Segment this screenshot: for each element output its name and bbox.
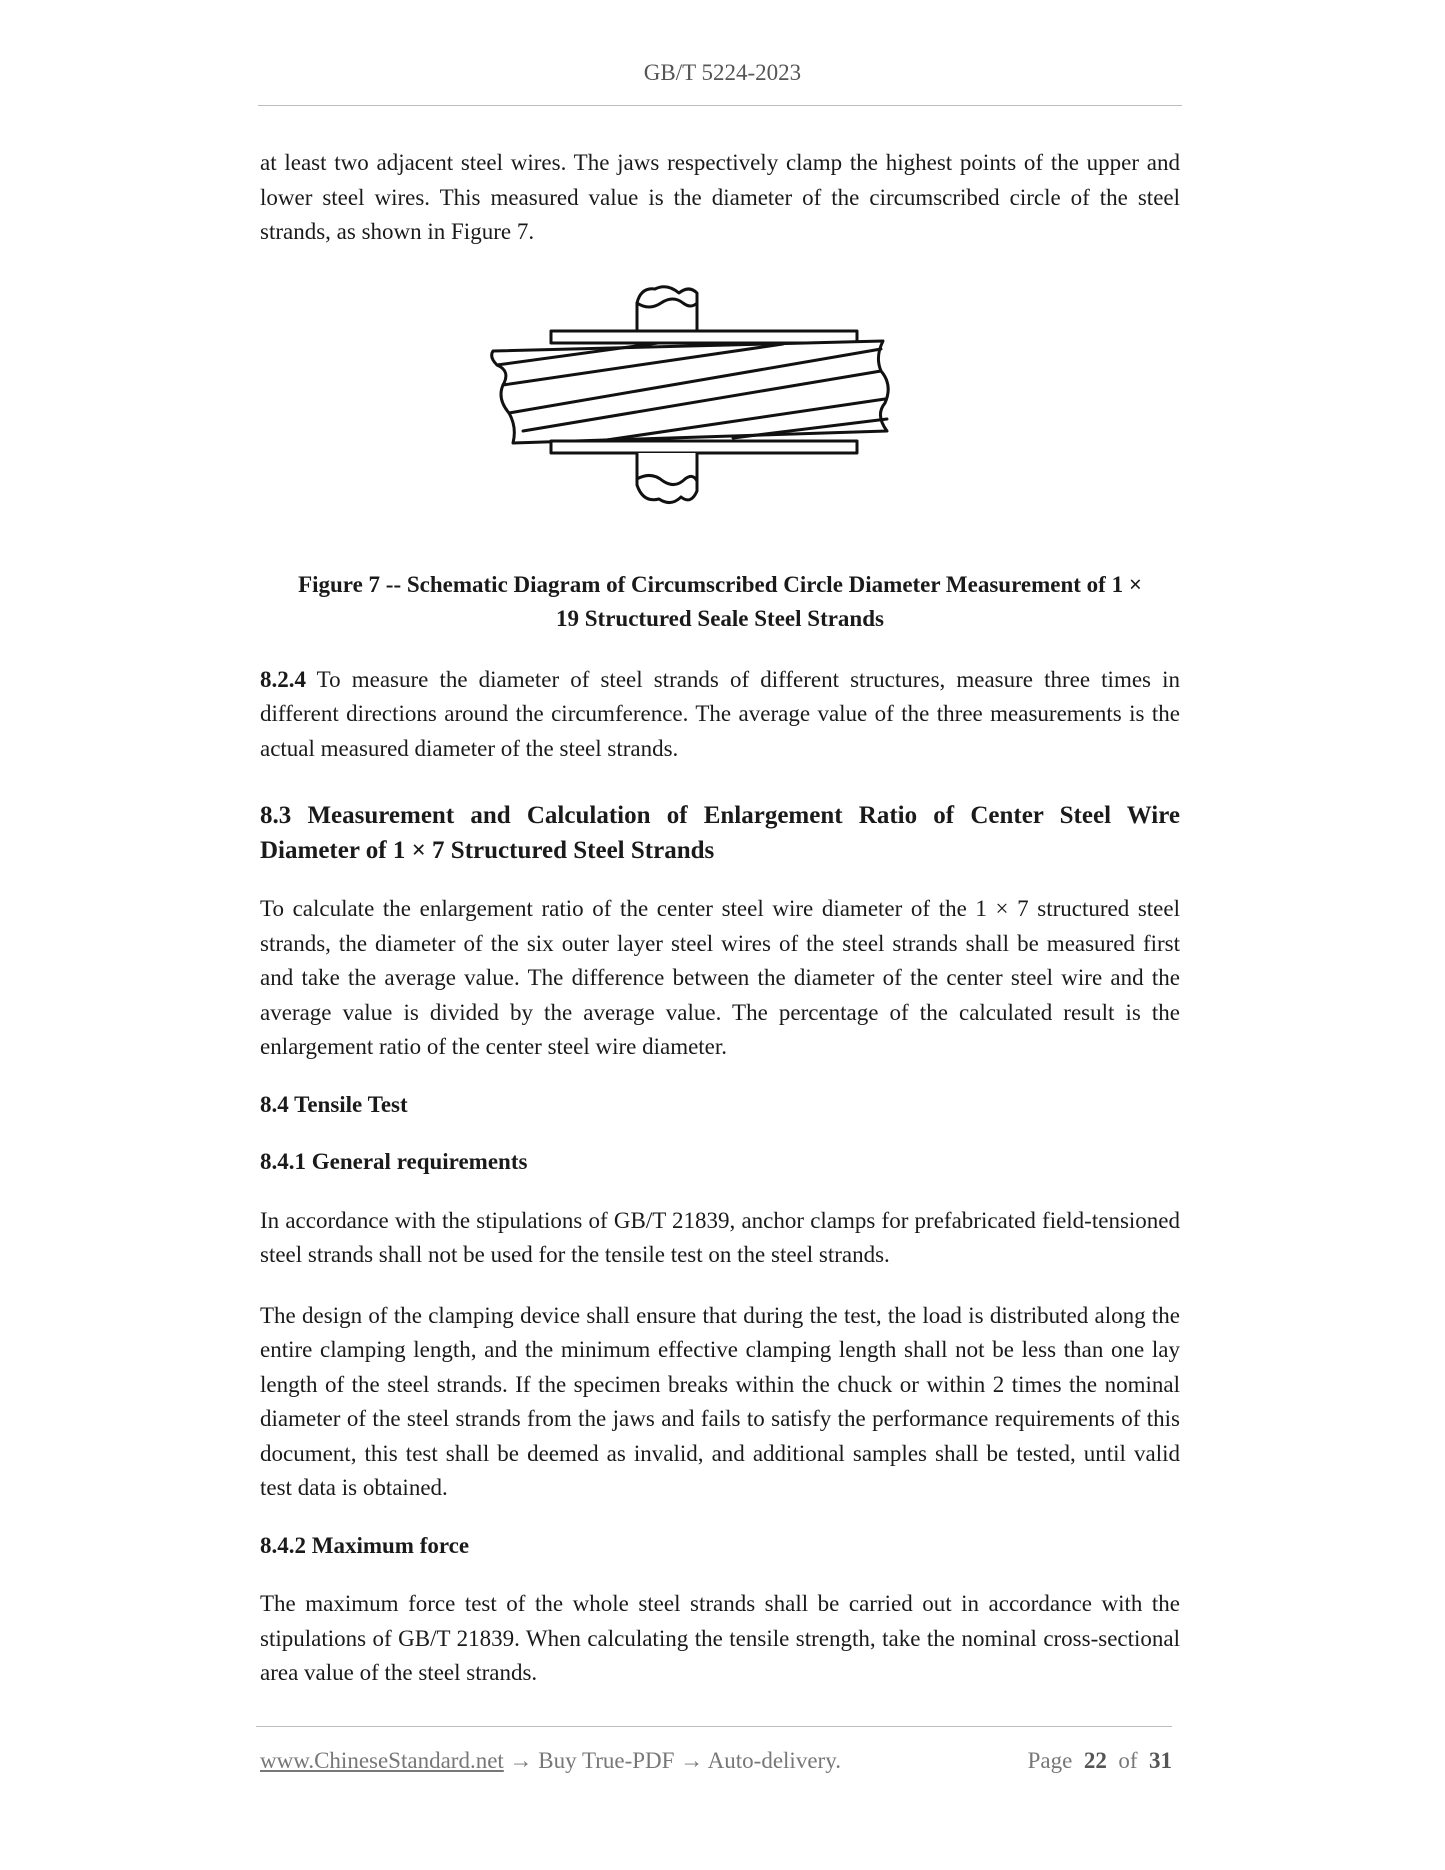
intro-paragraph: at least two adjacent steel wires. The jaws respectively clamp the highest points of the upper and lower steel wires. This measured value is the diameter of the circumscribed circle of the steel strands, as shown in Figure 7. [260, 150, 1180, 244]
figure-7 [260, 281, 1180, 535]
lower-jaw-plate [551, 441, 857, 453]
footer-delivery-text: Auto-delivery. [707, 1748, 841, 1773]
section-8-3-heading: 8.3 Measurement and Calculation of Enlargement Ratio of Center Steel Wire Diameter of 1 × 7 Structured Steel Strands [260, 802, 1180, 864]
footer-divider [256, 1726, 1172, 1727]
footer-arrow-icon: → [503, 1748, 539, 1773]
footer-buy-text: Buy True-PDF [538, 1748, 675, 1773]
section-8-4-heading: 8.4 Tensile Test [260, 1091, 408, 1117]
section-8-2-4-text: To measure the diameter of steel strands of different structures, measure three times in different directions around the circumference. The average value of the three measurements is the actual measured diameter of the steel strands. [260, 666, 1180, 761]
section-8-4-1-heading: 8.4.1 General requirements [260, 1149, 528, 1174]
header-divider [258, 105, 1182, 106]
strand-measurement-diagram [483, 281, 963, 535]
upper-jaw-stem [637, 286, 697, 330]
figure-caption-line-2: 19 Structured Seale Steel Strands [556, 606, 884, 631]
section-8-4-1-paragraph-2: The design of the clamping device shall ensure that during the test, the load is distributed along the entire clamping length, and the minimum effective clamping length shall not be less than one lay length of the steel strands. If the specimen breaks within the chuck or within 2 times the nominal diameter of the steel strands from the jaws and fails to satisfy the performance requirements of this document, this test shall be deemed as invalid, and additional samples shall be tested, until valid test data is obtained. [260, 1302, 1180, 1500]
section-8-4-2-heading: 8.4.2 Maximum force [260, 1532, 470, 1558]
section-8-4-2-paragraph-1: The maximum force test of the whole steel strands shall be carried out in accordance with the stipulations of GB/T 21839. When calculating the tensile strength, take the nominal cross-sectional area value of the steel strands. [260, 1591, 1180, 1685]
page-of-label: of [1118, 1748, 1138, 1773]
section-8-2-4-number: 8.2.4 [260, 666, 306, 692]
page-current: 22 [1083, 1748, 1107, 1773]
page-total: 31 [1149, 1748, 1172, 1773]
footer-site-link[interactable]: www.ChineseStandard.net [260, 1748, 504, 1773]
page-label: Page [1027, 1748, 1073, 1773]
figure-caption-line-1: Figure 7 -- Schematic Diagram of Circumscribed Circle Diameter Measurement of 1 × [298, 571, 1142, 597]
figure-caption [260, 568, 1180, 637]
footer-arrow-icon: → [674, 1748, 708, 1773]
upper-jaw-plate [551, 331, 857, 343]
page-content [260, 146, 1180, 1691]
section-8-4-1-paragraph-1: In accordance with the stipulations of GB/T 21839, anchor clamps for prefabricated field-tensioned steel strands shall not be used for the tensile test on the steel strands. [260, 1207, 1180, 1267]
page-number [1028, 1748, 1172, 1774]
section-8-3-text: To calculate the enlargement ratio of the center steel wire diameter of the 1 × 7 structured steel strands, the diameter of the six outer layer steel wires of the steel strands shall be measured first and take the average value. The difference between the diameter of the center steel wire and the average value is divided by the average value. The percentage of the calculated result is the enlargement ratio of the center steel wire diameter. [260, 896, 1180, 1059]
section-8-2-4 [260, 663, 1180, 767]
page-header-title: GB/T 5224-2023 [643, 60, 802, 85]
footer-promo [260, 1748, 841, 1774]
